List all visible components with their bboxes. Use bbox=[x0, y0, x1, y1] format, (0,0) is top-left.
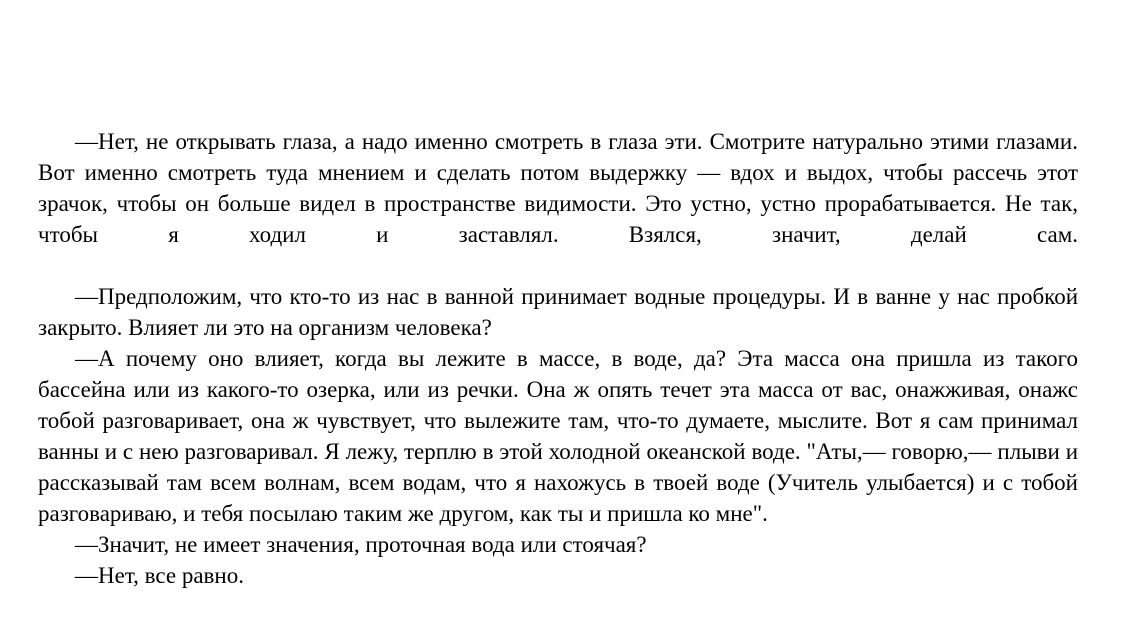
paragraph-question-water: —Значит, не имеет значения, проточная вода или стоячая? bbox=[75, 532, 647, 557]
paragraph-answer-water: —Нет, все равно. bbox=[75, 563, 244, 588]
paragraph-answer-bath: —А почему оно влияет, когда вы лежите в массе, в воде, да? Эта масса она пришла из такого бассейна или из какого-то озерка, или из речки. Она ж опять течет эта масса от вас, онажживая, онажс тобой разговаривает, она ж чувствует, что вылежите там, что-то думаете, мыслите. Вот я сам принимал ванны и с нею разговаривал. Я лежу, терплю в этой холодной океанской воде. "Аты,— говорю,— плыви и рассказывай там всем волнам, всем водам, что я нахожусь в твоей воде (Учитель улыбается) и с тобой разговариваю, и тебя посылаю таким же другом, как ты и пришла ко мне". bbox=[38, 346, 1078, 526]
document-page bbox=[38, 126, 1078, 591]
paragraph-question-bath: —Предположим, что кто-то из нас в ванной принимает водные процедуры. И в ванне у нас пробкой закрыто. Влияет ли это на организм человека? bbox=[38, 284, 1078, 340]
paragraph-gap bbox=[38, 250, 1078, 281]
paragraph-eyes: —Нет, не открывать глаза, а надо именно смотреть в глаза эти. Смотрите натурально этими глазами. Вот именно смотреть туда мнением и сделать потом выдержку — вдох и выдох, чтобы рассечь этот зрачок, чтобы он больше видел в пространстве видимости. Это устно, устно прорабатывается. Не так, чтобы я ходил и заставлял. Взялся, значит, делай сам. bbox=[38, 129, 1078, 247]
